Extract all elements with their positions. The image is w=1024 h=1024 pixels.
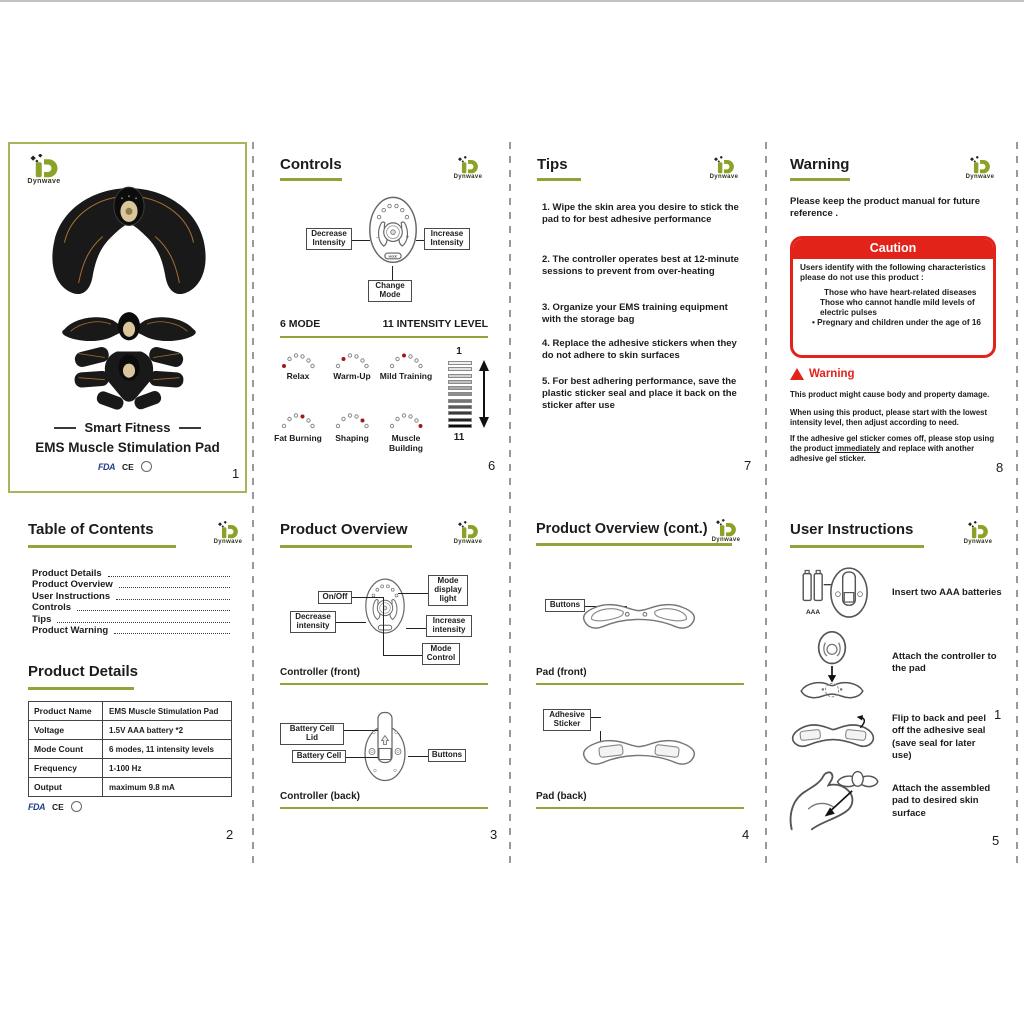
controller-front-illustration — [364, 192, 422, 270]
table-cell-value: 1.5V AAA battery *2 — [109, 725, 184, 735]
table-row — [29, 778, 231, 796]
row-divider — [0, 0, 1024, 2]
cover-title-line1: Smart Fitness — [84, 420, 171, 435]
side-number: 1 — [994, 707, 1002, 722]
brand-name: Dynwave — [453, 539, 483, 545]
title-dash — [179, 427, 201, 429]
connector-line — [352, 597, 384, 598]
page-title: Warning — [790, 156, 850, 173]
page-number: 8 — [996, 460, 1004, 475]
toc-list — [32, 567, 230, 636]
brand-name: Dynwave — [213, 539, 243, 545]
title-underline — [280, 545, 412, 548]
certification-marks — [98, 461, 152, 472]
onoff-label: On/Off — [318, 591, 352, 604]
tip-item: 4. Replace the adhesive stickers when they do not adhere to skin surfaces — [542, 338, 737, 362]
attach-controller-illustration — [794, 631, 870, 701]
increase-intensity-label: Increase Intensity — [424, 228, 470, 250]
connector-line — [352, 240, 370, 241]
battery-cell-lid-label: Battery Cell Lid — [280, 723, 344, 745]
caution-intro: Users identify with the following characteristics please do not use this product : — [800, 263, 986, 283]
mode-muscle-building-icon — [388, 412, 424, 432]
connector-line — [416, 240, 424, 241]
section-underline — [280, 336, 488, 338]
warning-paragraph-text: and replace with another adhesive gel sticker. — [790, 444, 975, 464]
warning-paragraph-text: If the adhesive gel sticker comes off, please stop using the product — [790, 434, 995, 454]
decrease-intensity-label: Decrease Intensity — [306, 228, 352, 250]
table-cell-label: Frequency — [29, 759, 103, 777]
table-row — [29, 759, 231, 778]
caution-item: Those who have heart-related diseases — [824, 287, 977, 297]
toc-item — [32, 567, 230, 579]
aaa-battery-label: AAA — [805, 609, 821, 616]
page-number: 3 — [490, 827, 498, 842]
title-dash — [54, 427, 76, 429]
buttons-label: Buttons — [545, 599, 585, 612]
brand-name: Dynwave — [709, 174, 739, 180]
table-cell-label: Product Name — [29, 702, 103, 720]
title-underline — [28, 545, 176, 548]
caution-item: Those who cannot handle mild levels of electric pulses — [820, 297, 975, 317]
toc-item — [32, 613, 230, 625]
tip-item: 1. Wipe the skin area you desire to stick the pad to for best adhesive performance — [542, 202, 739, 226]
mode-section-header: 6 MODE — [280, 318, 321, 330]
mode-shaping-icon — [334, 412, 370, 432]
page-title: Controls — [280, 156, 342, 173]
toc-item-label: Product Details — [32, 567, 102, 579]
warning-subheading — [790, 368, 855, 380]
page-title: Product Overview — [280, 521, 408, 538]
brand-name: Dynwave — [963, 539, 993, 545]
page-overview-controller — [256, 505, 512, 860]
toc-leader-dots — [77, 610, 230, 611]
caption-underline — [280, 683, 488, 685]
ce-mark: CE — [122, 461, 134, 472]
mode-warmup-icon — [334, 352, 370, 372]
caution-body — [793, 259, 993, 333]
warning-triangle-icon — [790, 368, 804, 380]
mode-button-label: MODE — [388, 254, 398, 259]
connector-line — [383, 655, 422, 656]
pad-back-illustration — [580, 731, 698, 771]
table-cell-label: Output — [29, 778, 103, 796]
toc-item-label: Product Overview — [32, 579, 113, 590]
brand-name: Dynwave — [27, 178, 61, 185]
caution-box — [790, 236, 996, 358]
connector-line — [406, 628, 426, 629]
front-caption: Controller (front) — [280, 667, 360, 678]
page-overview-pad — [512, 505, 768, 860]
caption-underline — [536, 807, 744, 809]
ems-pads-illustration — [38, 170, 220, 416]
toc-item — [32, 579, 230, 591]
controller-front-illustration — [361, 575, 409, 639]
title-underline — [537, 178, 581, 181]
page-number: 6 — [488, 458, 496, 473]
table-cell-value: 1-100 Hz — [109, 763, 142, 773]
toc-item — [32, 602, 230, 614]
mode-control-label: Mode Control — [422, 643, 460, 665]
decrease-intensity-label: Decrease intensity — [290, 611, 336, 633]
cover-title-line2: EMS Muscle Stimulation Pad — [35, 440, 220, 455]
connector-line — [392, 266, 393, 280]
tip-item: 2. The controller operates best at 12-minute sessions to prevent from over-heating — [542, 254, 739, 278]
battery-cell-label: Battery Cell — [292, 750, 346, 763]
toc-item — [32, 625, 230, 637]
table-row — [29, 740, 231, 759]
brand-logo — [702, 519, 750, 543]
title-underline — [790, 178, 850, 181]
mode-label: Relax — [286, 371, 310, 381]
connector-line — [591, 717, 601, 718]
brand-logo — [700, 156, 748, 180]
page-number: 7 — [744, 458, 752, 473]
toc-leader-dots — [116, 599, 230, 600]
table-cell-label: Voltage — [29, 721, 103, 739]
fda-logo: FDA — [98, 461, 115, 472]
connector-line — [398, 593, 428, 594]
attach-to-skin-illustration — [782, 767, 882, 833]
plus-mark: + — [405, 234, 410, 242]
tip-item: 3. Organize your EMS training equipment with the storage bag — [542, 302, 728, 326]
toc-leader-dots — [57, 622, 230, 623]
caution-title: Caution — [793, 239, 993, 259]
brand-name: Dynwave — [965, 174, 995, 180]
brand-logo — [204, 521, 252, 545]
step-text: Attach the assembled pad to desired skin surface — [892, 783, 991, 819]
product-details-heading: Product Details — [28, 663, 139, 680]
toc-leader-dots — [108, 576, 230, 577]
intensity-bar — [448, 361, 472, 430]
back-caption: Controller (back) — [280, 791, 361, 802]
page-tips — [512, 140, 768, 503]
page-number: 5 — [992, 833, 1000, 848]
cert-circle-icon — [141, 461, 152, 472]
warning-paragraph: This product might cause body and property damage. — [790, 390, 990, 399]
table-row — [29, 702, 231, 721]
brand-logo — [956, 156, 1004, 180]
heading-underline — [28, 687, 134, 690]
connector-line — [346, 757, 378, 758]
page-warning — [768, 140, 1024, 503]
toc-item — [32, 590, 230, 602]
mode-label: Shaping — [335, 433, 369, 443]
step-text: Insert two AAA batteries — [892, 587, 1002, 598]
intensity-arrow-icon — [478, 360, 490, 428]
mode-label: Mild Training — [379, 371, 433, 381]
connector-line — [336, 622, 366, 623]
caption-underline — [280, 807, 488, 809]
toc-leader-dots — [114, 633, 230, 634]
change-mode-label: Change Mode — [368, 280, 412, 302]
mode-relax-icon — [280, 352, 316, 372]
peel-seal-illustration — [788, 715, 878, 755]
pad-front-illustration — [580, 595, 698, 635]
page-instructions — [768, 505, 1024, 860]
page-title: User Instructions — [790, 521, 914, 538]
page-toc — [0, 505, 256, 860]
mode-mild-training-icon — [388, 352, 424, 372]
mode-label: Warm-Up — [333, 371, 371, 381]
table-row — [29, 721, 231, 740]
warning-subheading-label: Warning — [809, 368, 855, 380]
pad-back-caption: Pad (back) — [536, 791, 587, 802]
brand-name: Dynwave — [711, 537, 741, 543]
intensity-max-label: 11 — [453, 432, 465, 443]
adhesive-sticker-label: Adhesive Sticker — [543, 709, 591, 731]
warning-paragraph: When using this product, please start with the lowest intensity level, then adjust according to need. — [790, 408, 988, 428]
warning-intro: Please keep the product manual for future reference . — [790, 196, 981, 220]
brand-name: Dynwave — [453, 174, 483, 180]
page-cover — [8, 142, 247, 493]
page-number: 4 — [742, 827, 750, 842]
toc-item-label: Tips — [32, 613, 52, 625]
tip-item: 5. For best adhering performance, save the plastic sticker seal and place it back on the sticker after use — [542, 376, 737, 412]
title-underline — [790, 545, 924, 548]
title-underline — [280, 178, 342, 181]
toc-item-label: User Instructions — [32, 590, 111, 602]
caption-underline — [536, 683, 744, 685]
step-text: Flip to back and peel off the adhesive seal (save seal for later use) — [892, 713, 986, 762]
intensity-section-header: 11 INTENSITY LEVEL — [382, 318, 488, 330]
intensity-min-label: 1 — [456, 346, 462, 357]
page-controls — [256, 140, 512, 503]
toc-item-label: Product Warning — [32, 625, 109, 636]
mode-label: Muscle Building — [389, 433, 423, 453]
toc-item-label: Controls — [32, 602, 72, 613]
page-number: 1 — [232, 466, 240, 481]
cover-title-row — [10, 420, 245, 435]
caution-item: • Pregnary and children under the age of 16 — [812, 318, 981, 328]
minus-mark: - — [376, 234, 379, 242]
title-underline — [536, 543, 732, 546]
brand-logo — [954, 521, 1002, 545]
connector-line — [383, 597, 384, 656]
page-number: 2 — [226, 827, 234, 842]
step-text: Attach the controller to the pad — [892, 651, 997, 675]
toc-leader-dots — [119, 587, 230, 588]
page-title: Product Overview (cont.) — [536, 521, 708, 537]
mode-label: Fat Burning — [274, 433, 322, 443]
product-details-table — [28, 701, 232, 797]
table-cell-label: Mode Count — [29, 740, 103, 758]
mode-fat-burning-icon — [280, 412, 316, 432]
cert-circle-icon — [71, 801, 82, 812]
mode-display-light-label: Mode display light — [428, 575, 468, 606]
brand-logo — [444, 521, 492, 545]
connector-line — [408, 756, 428, 757]
fda-logo: FDA — [28, 801, 45, 812]
table-cell-value: EMS Muscle Stimulation Pad — [109, 706, 219, 716]
controller-back-illustration — [360, 709, 410, 785]
warning-paragraph — [790, 434, 1004, 464]
increase-intensity-label: Increase intensity — [426, 615, 472, 637]
ce-mark: CE — [52, 801, 64, 812]
page-title: Table of Contents — [28, 521, 154, 538]
table-cell-value: 6 modes, 11 intensity levels — [109, 744, 214, 754]
warning-paragraph-underlined: immediately — [835, 444, 881, 454]
certification-marks — [28, 801, 82, 812]
connector-line — [344, 730, 378, 731]
brand-logo — [444, 156, 492, 180]
table-cell-value: maximum 9.8 mA — [109, 782, 175, 792]
page-title: Tips — [537, 156, 568, 173]
pad-front-caption: Pad (front) — [536, 667, 587, 678]
buttons-label: Buttons — [428, 749, 466, 762]
